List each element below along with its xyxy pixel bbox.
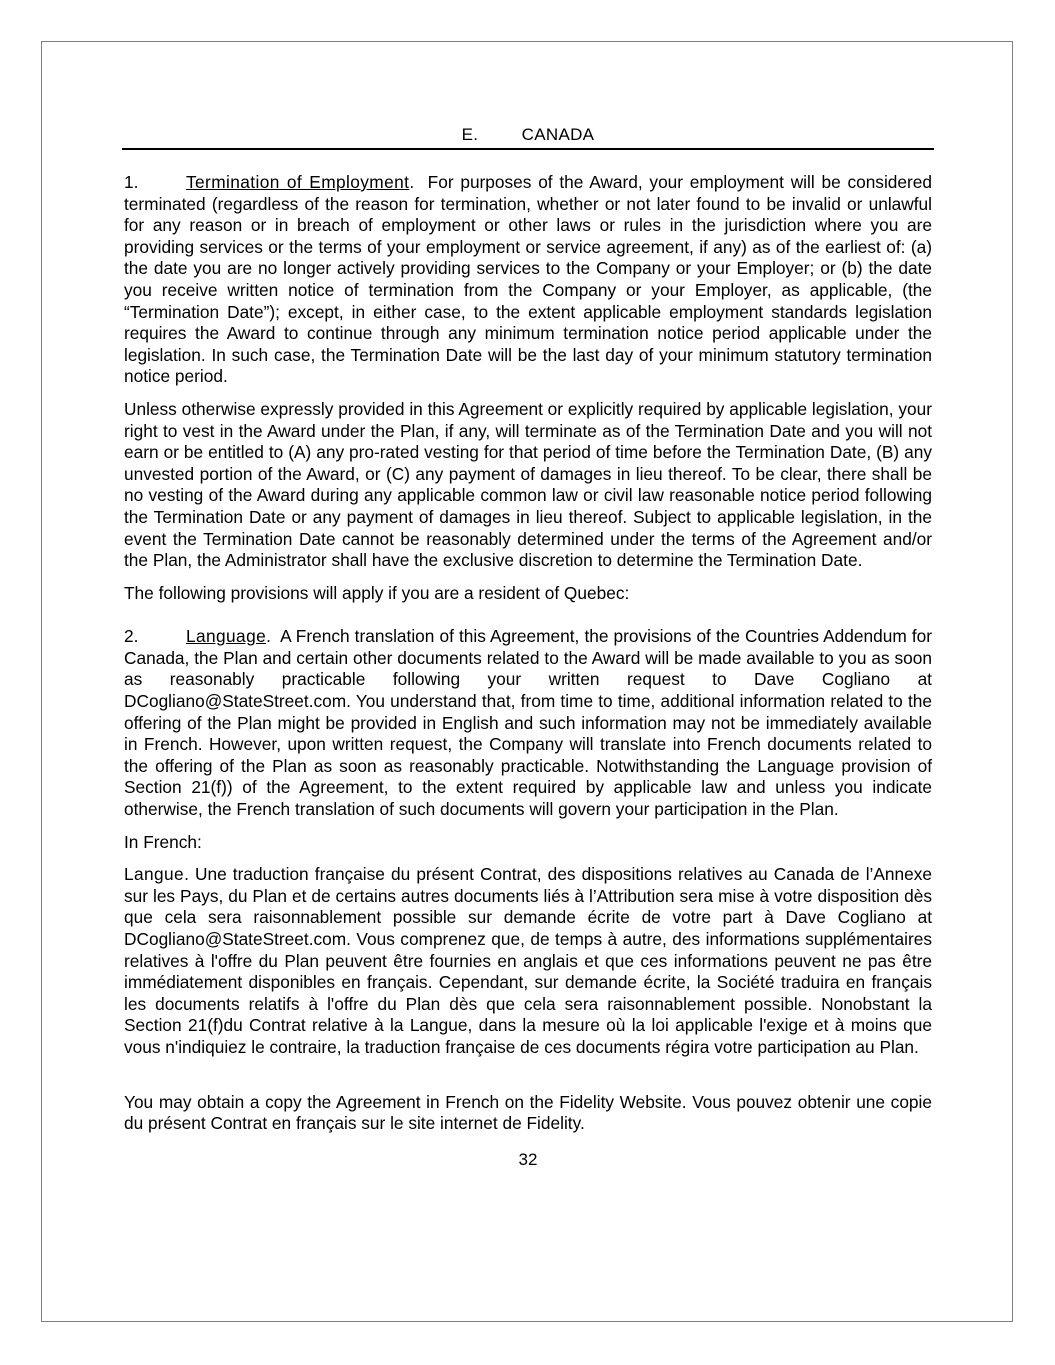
language-heading: Language xyxy=(186,626,267,647)
langue-heading: Langue xyxy=(124,864,185,885)
in-french-label: In French: xyxy=(124,831,202,852)
language-paragraph xyxy=(124,626,937,820)
language-heading-punct: . xyxy=(266,626,271,647)
document-body xyxy=(124,124,937,1171)
termination-body: For purposes of the Award, your employment will be considered terminated (regardless of the reason for termination, whether or not later found to be invalid or unlawful for any reason or in breach of employment or other laws or rules in the jurisdiction where you are providing services or the terms of your employment or service agreement, if any) as of the earliest of: (a) the date you are no longer actively providing services to the Company or your Employer; or (b) the date you receive written notice of termination from the Company or your Employer, as applicable, (the “Termination Date”); except, in either case, to the extent applicable employment standards legislation requires the Award to continue through any minimum termination notice period applicable under the legislation. In such case, the Termination Date will be the last day of your minimum statutory termination notice period. xyxy=(124,172,937,387)
section-title: CANADA xyxy=(521,125,595,144)
langue-paragraph xyxy=(124,864,932,1058)
quebec-provisions-paragraph: The following provisions will apply if you are a resident of Quebec: xyxy=(124,582,630,603)
page-number: 32 xyxy=(518,1149,538,1169)
termination-heading: Termination of Employment xyxy=(186,172,410,192)
langue-body: . Une traduction française du présent Contrat, des dispositions relatives au Canada de l’Annexe sur les Pays, du Plan et de certains autres documents liés à l’Attribution sera mise à votre disposition dès que cela sera raisonnablement possible sur demande écrite de votre part à Dave Cogliano at DCogliano@StateStreet.com. Vous comprenez que, de temps à autre, des informations supplémentaires relatives à l'offre du Plan peuvent être fournies en anglais et que ces informations peuvent ne pas être immédiatement disponibles en français. Cependant, sur demande écrite, la Société traduira en français les documents relatifs à l'offre du Plan dès que cela sera raisonnablement possible. Nonobstant la Section 21(f)du Contrat relative à la Langue, dans la mesure où la loi applicable l'exige et à moins que vous n'indiquiez le contraire, la traduction française de ces documents régira votre participation au Plan. xyxy=(124,864,932,1057)
vesting-paragraph: Unless otherwise expressly provided in this Agreement or explicitly required by applicable legislation, your right to vest in the Award under the Plan, if any, will terminate as of the Termination Date and you will not earn or be entitled to (A) any pro-rated vesting for that period of time before the Termination Date, (B) any unvested portion of the Award, or (C) any payment of damages in lieu thereof. To be clear, there shall be no vesting of the Award during any applicable common law or civil law reasonable notice period following the Termination Date or any payment of damages in lieu thereof. Subject to applicable legislation, in the event the Termination Date cannot be reasonably determined under the terms of the Agreement and/or the Plan, the Administrator shall have the exclusive discretion to determine the Termination Date. xyxy=(124,398,932,571)
termination-paragraph xyxy=(124,172,937,388)
obtain-copy-paragraph: You may obtain a copy the Agreement in French on the Fidelity Website. Vous pouvez obtenir une copie du présent Contrat en français sur le site internet de Fidelity. xyxy=(124,1091,932,1134)
section-letter: E. xyxy=(461,125,479,144)
section-number: 2. xyxy=(124,626,139,647)
termination-heading-punct: . xyxy=(409,172,415,192)
section-number: 1. xyxy=(124,172,139,192)
language-body: A French translation of this Agreement, the provisions of the Countries Addendum for Canada, the Plan and certain other documents related to the Award will be made available to you as soon as reasonably practicable following your written request to Dave Cogliano at DCogliano@StateStreet.com. You understand that, from time to time, additional information related to the offering of the Plan might be provided in English and such information may not be immediately available in French. However, upon written request, the Company will translate into French documents related to the offering of the Plan as soon as reasonably practicable. Notwithstanding the Language provision of Section 21(f)) of the Agreement, to the extent required by applicable law and unless you indicate otherwise, the French translation of such documents will govern your participation in the Plan. xyxy=(124,626,937,820)
section-heading xyxy=(122,124,934,150)
